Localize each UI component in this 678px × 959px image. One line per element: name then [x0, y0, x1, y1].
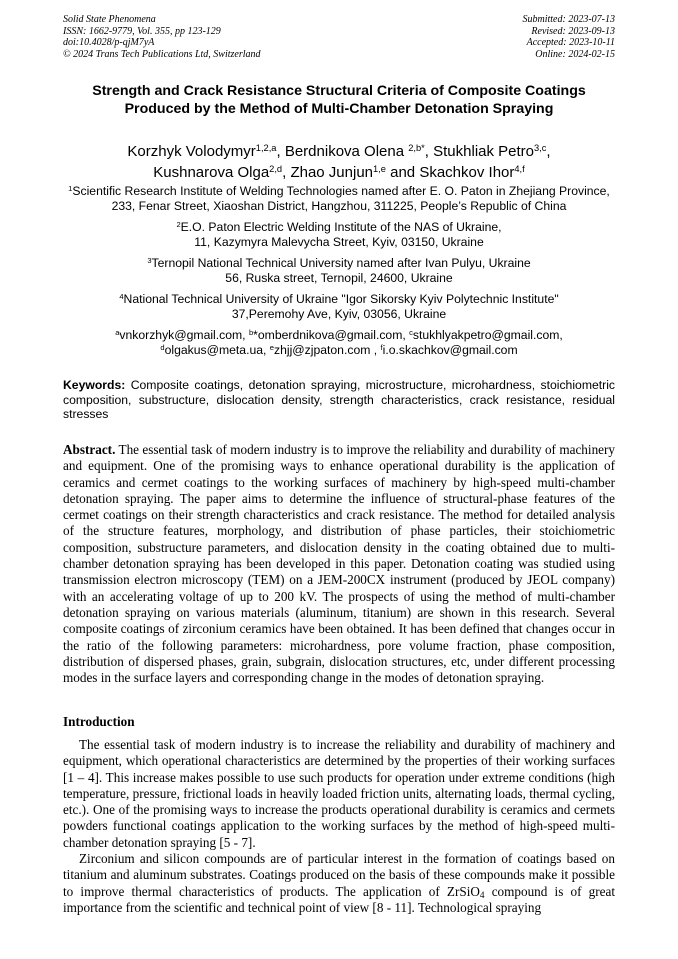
- paragraph-text: Zirconium and silicon compounds are of particular interest in the formation of coatings based on titanium and aluminum substrates. Coatings produced on the basis of these compounds make it possible to improve thermal characteristics of products. The application of ZrSiO: [63, 851, 615, 899]
- author-affiliation-mark: 2,b*: [408, 142, 425, 153]
- publication-dates: [523, 14, 616, 60]
- paper-title: Strength and Crack Resistance Structural Criteria of Composite Coatings Produced by the Method of Multi-Chamber Detonation Spraying: [92, 83, 586, 117]
- section-heading-introduction: Introduction: [63, 714, 135, 729]
- journal-name: Solid State Phenomena: [63, 14, 156, 25]
- journal-copyright: © 2024 Trans Tech Publications Ltd, Switzerland: [63, 48, 261, 60]
- author-name: Berdnikova Olena: [284, 143, 409, 160]
- author-affiliation-mark: 1,e: [373, 163, 386, 174]
- author-separator: ,: [546, 143, 551, 160]
- subscript: 4: [479, 889, 485, 900]
- author-affiliation-mark: 4,f: [514, 163, 525, 174]
- email-mark: b: [248, 327, 254, 337]
- author-name: Zhao Junjun: [290, 164, 374, 181]
- email-address: zhjj@zjpaton.com ,: [274, 343, 381, 357]
- author-separator: ,: [424, 143, 434, 160]
- affiliation-4: [63, 292, 615, 322]
- affiliation-text: Scientific Research Institute of Welding Technologies named after E. O. Paton in Zhejiang Province, 233, Fenar Street, Xiaoshan District, Hangzhou, 311225, People’s Republic of China: [72, 184, 610, 213]
- author-affiliation-mark: 2,d: [269, 163, 283, 174]
- abstract: [63, 442, 615, 686]
- abstract-label: Abstract.: [63, 442, 116, 457]
- email-address: stukhlyakpetro@gmail.com,: [412, 328, 563, 342]
- affiliation-text: Ternopil National Technical University named after Ivan Pulyu, Ukraine 56, Ruska street, Ternopil, 24600, Ukraine: [151, 256, 531, 285]
- keywords: [63, 378, 615, 422]
- keywords-text: Composite coatings, detonation spraying, microstructure, microhardness, stoichiometric composition, substructure, dislocation density, strength characteristics, crack resistance, residual stresses: [63, 378, 615, 421]
- author-list: [63, 141, 615, 183]
- author-separator: ,: [276, 143, 285, 160]
- author-affiliation-mark: 3,c: [534, 142, 547, 153]
- email-mark: e: [269, 342, 274, 352]
- affiliation-text: E.O. Paton Electric Welding Institute of the NAS of Ukraine, 11, Kazymyra Malevycha Street, Kyiv, 03150, Ukraine: [180, 220, 502, 249]
- introduction-body: [63, 737, 615, 916]
- date-submitted: Submitted: 2023-07-13: [522, 14, 615, 25]
- date-online: Online: 2024-02-15: [535, 48, 615, 60]
- author-name: Stukhliak Petro: [433, 143, 535, 160]
- affiliations: [63, 184, 615, 358]
- email-mark: d: [160, 342, 165, 352]
- affiliation-number: 2: [176, 219, 181, 229]
- paragraph: The essential task of modern industry is to increase the reliability and durability of machinery and equipment, which operational characteristics are determined by the properties of their working surfaces [1 – 4]. This increase makes possible to use such products for operation under extreme conditions (high temperature, pressure, frictional loads in heavily loaded friction units, alternating loads, thermal cycling, etc.). One of the promising ways to increase the products operational durability is ceramics and cermets powders functional coatings application to the working surfaces by the method of high-speed multi-chamber detonation spraying [5 - 7].: [63, 737, 615, 850]
- author-name: Korzhyk Volodymyr: [127, 143, 256, 160]
- abstract-text: The essential task of modern industry is to improve the reliability and durability of machinery and equipment. One of the promising ways to enhance operational durability is the application of ceramics and cermet coatings to the working surfaces of machinery by high-speed multi-chamber detonation spraying. The paper aims to determine the influence of structural-phase features of the cermet coatings on their strength characteristics and crack resistance. The method for detailed analysis of the structure features, morphology, and distribution of phase particles, their stoichiometric composition, substructure parameters, and dislocation density in the coating obtained due to multi-chamber detonation spraying has been developed in this paper. Detonation coating was studied using transmission electron microscopy (TEM) on a JEM-200CX instrument (produced by JEOL company) with an accelerating voltage of up to 200 kV. The prospects of using the method of multi-chamber detonation spraying on various materials (aluminum, titanium) are shown in this research. Several composite coatings of zirconium ceramics have been obtained. It has been defined that changes occur in the ratio of the following parameters: microhardness, pore volume fraction, phase composition, distribution of dispersed phases, grain, subgrain, dislocation structures, etc, under different processing modes in the surface layers and corresponding change in the modes of detonation spraying.: [63, 442, 615, 686]
- author-separator: ,: [282, 164, 291, 181]
- email-mark: a: [115, 327, 120, 337]
- affiliation-2: [63, 220, 615, 250]
- email-address: olgakus@meta.ua,: [164, 343, 270, 357]
- affiliation-text: National Technical University of Ukraine "Igor Sikorsky Kyiv Polytechnic Institute" 37,Peremohy Ave, Kyiv, 03056, Ukraine: [123, 292, 559, 321]
- author-separator: and: [385, 164, 420, 181]
- author-name: Kushnarova Olga: [153, 164, 270, 181]
- email-mark: f: [380, 342, 383, 352]
- affiliation-1: [63, 184, 615, 214]
- date-accepted: Accepted: 2023-10-11: [526, 37, 615, 48]
- date-revised: Revised: 2023-09-13: [531, 25, 615, 37]
- keywords-label: Keywords:: [63, 378, 126, 392]
- email-mark: c: [409, 327, 413, 337]
- email-address: vnkorzhyk@gmail.com,: [119, 328, 249, 342]
- paragraph-text: compound is of great importance from the scientific and technical point of view [8 - 11]. Technological spraying: [63, 883, 616, 915]
- author-name: Skachkov Ihor: [419, 164, 515, 181]
- journal-issn: ISSN: 1662-9779, Vol. 355, pp 123-129: [63, 25, 221, 37]
- affiliation-3: [63, 256, 615, 286]
- affiliation-number: 3: [147, 255, 152, 265]
- author-emails: [63, 328, 615, 358]
- email-address: *omberdnikova@gmail.com,: [253, 328, 410, 342]
- email-address: i.o.skachkov@gmail.com: [382, 343, 518, 357]
- journal-doi: doi:10.4028/p-qjM7yA: [63, 37, 155, 48]
- affiliation-number: 4: [119, 291, 124, 301]
- affiliation-number: 1: [68, 183, 73, 193]
- paragraph: [63, 851, 615, 916]
- journal-header: [63, 14, 261, 60]
- author-affiliation-mark: 1,2,a: [255, 142, 277, 153]
